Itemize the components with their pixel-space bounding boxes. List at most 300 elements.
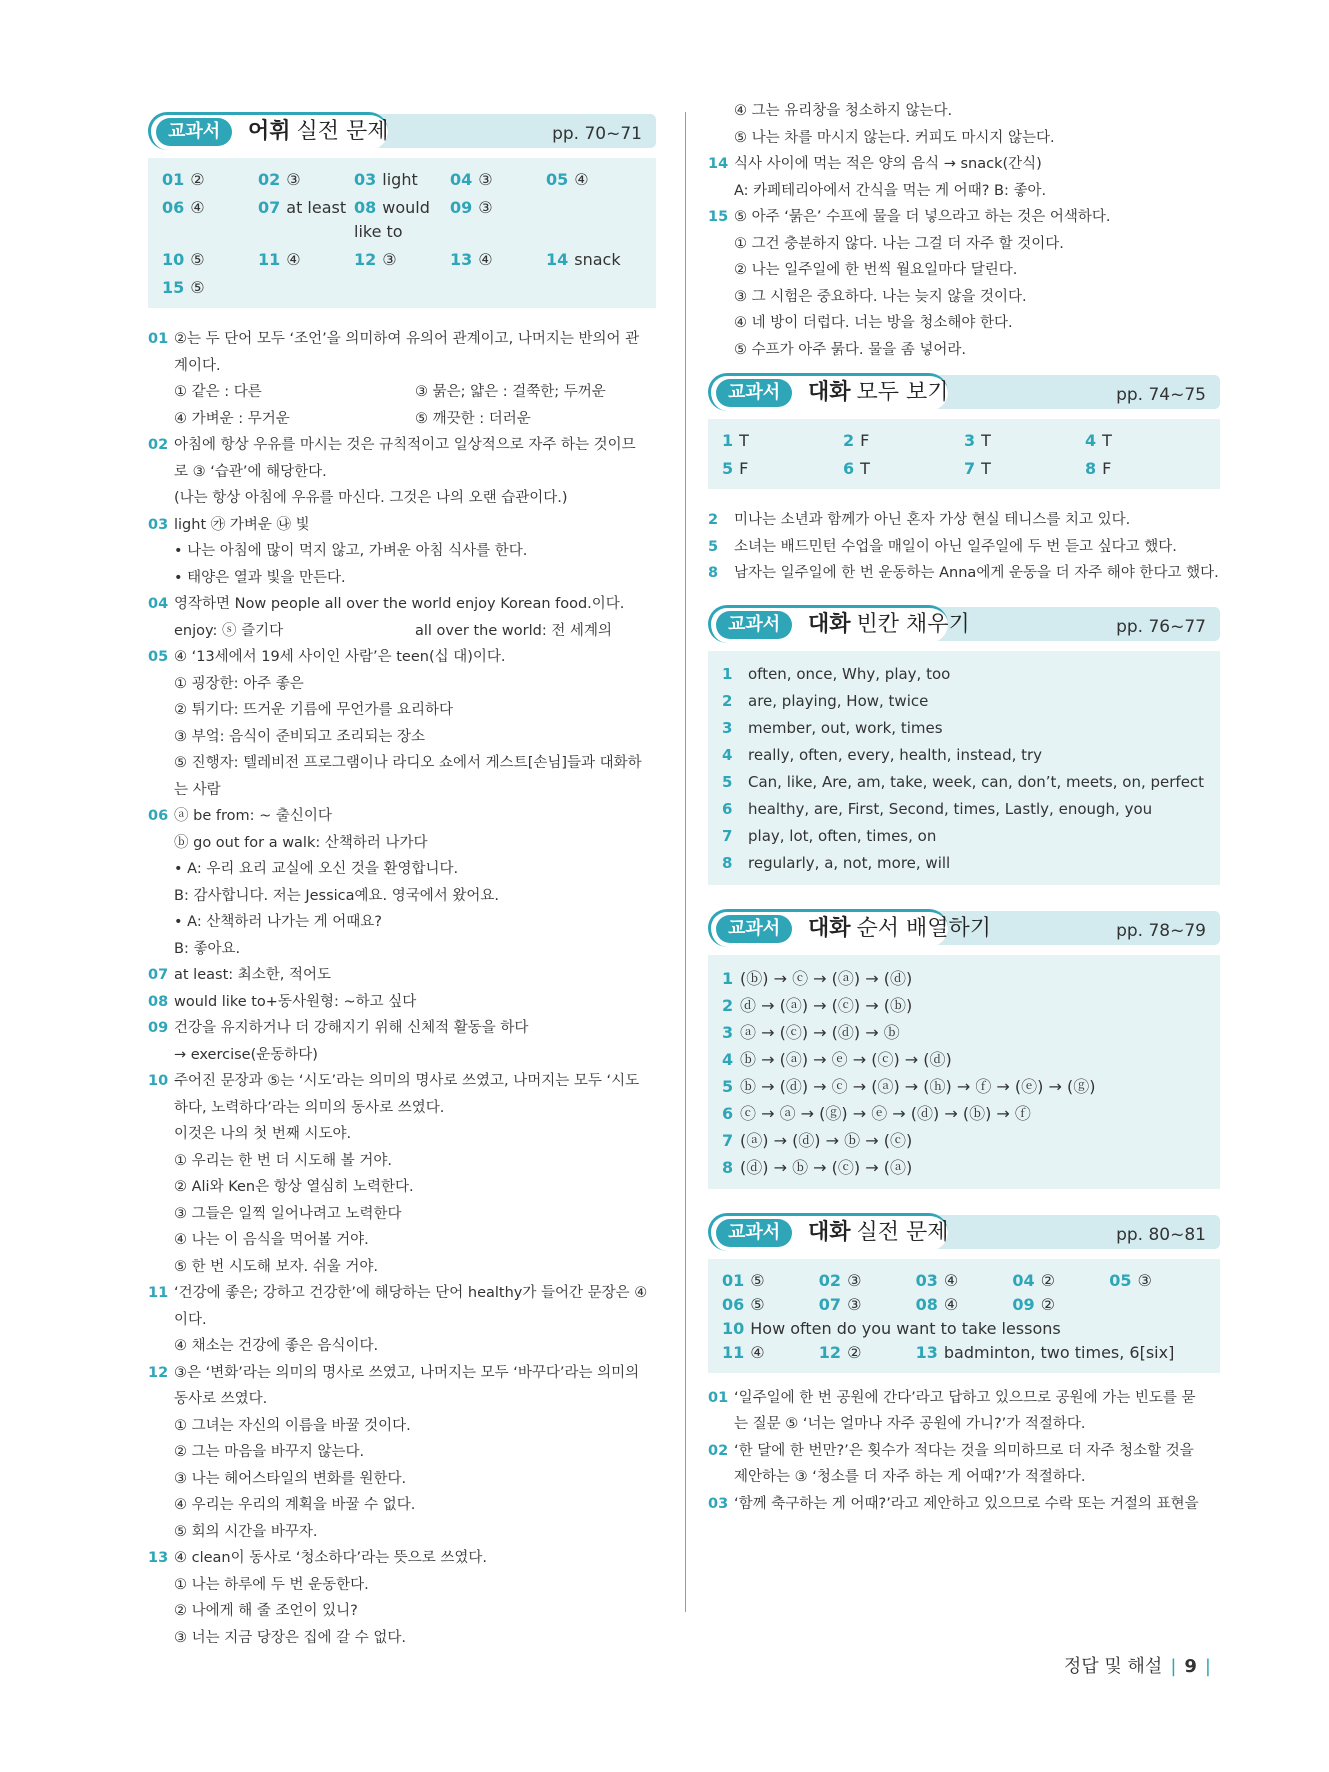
- item-number: [708, 257, 734, 284]
- page-range: pp. 80~81: [1116, 1224, 1206, 1245]
- answer-number: 08: [354, 198, 377, 217]
- answer-value: ④: [190, 198, 205, 217]
- answer-number: 14: [546, 250, 569, 269]
- list-item: [708, 231, 1220, 258]
- item-number: 06: [148, 808, 169, 824]
- list-item: [148, 1413, 656, 1440]
- answer-cell: [546, 196, 642, 244]
- item-number: [148, 459, 174, 486]
- answer-number: 03: [915, 1270, 938, 1290]
- answer-value: T: [981, 431, 991, 450]
- item-text: ‘일주일에 한 번 공원에 간다’라고 답하고 있으므로 공원에 가는 빈도를 묻: [734, 1389, 1196, 1406]
- list-item: [148, 512, 656, 539]
- list-item: [148, 1307, 656, 1334]
- answer-cell: [916, 1293, 1013, 1317]
- answer-row: [722, 1317, 1206, 1341]
- item-text: Can, like, Are, am, take, week, can, don’t, meets, on, perfect: [748, 772, 1205, 791]
- item-text: • A: 산책하러 나가는 게 어때요?: [174, 914, 382, 930]
- item-number: 4: [722, 745, 733, 764]
- answer-number: 07: [258, 198, 281, 217]
- item-number: [148, 1095, 174, 1122]
- item-text: often, once, Why, play, too: [748, 664, 951, 683]
- list-item: [148, 883, 656, 910]
- section-title: 어휘 실전 문제: [248, 119, 389, 144]
- answer-value: ③: [286, 170, 301, 189]
- item-number: 13: [148, 1550, 169, 1566]
- answer-number: 02: [258, 170, 281, 189]
- item-number: [708, 125, 734, 152]
- answer-cell: [843, 429, 964, 453]
- list-item: [708, 204, 1220, 231]
- item-text: ① 우리는 한 번 더 시도해 볼 거야.: [174, 1152, 392, 1169]
- answer-number: 8: [1085, 459, 1097, 478]
- list-item: [708, 1491, 1220, 1518]
- list-item: [148, 432, 656, 459]
- section-title: 대화 빈칸 채우기: [808, 611, 970, 637]
- answer-number: 13: [450, 250, 473, 269]
- list-item: [722, 661, 1206, 688]
- answer-value: ④: [574, 170, 589, 189]
- item-number: 01: [708, 1389, 729, 1406]
- item-text: ⓐ → (ⓒ) → (ⓓ) → ⓑ: [740, 1022, 900, 1042]
- item-number: 3: [722, 1022, 734, 1042]
- item-number: [148, 1333, 174, 1360]
- item-text: ‘함께 축구하는 게 어때?’라고 제안하고 있으므로 수락 또는 거절의 표현을: [734, 1495, 1199, 1512]
- answer-value: ⑤: [190, 250, 205, 269]
- list-item: [708, 257, 1220, 284]
- list-item: [708, 1438, 1220, 1465]
- item-number: 7: [722, 1130, 734, 1150]
- answer-cell: [354, 196, 450, 244]
- item-number: 14: [708, 156, 729, 172]
- answer-value: ③: [478, 170, 493, 189]
- item-number: [148, 777, 174, 804]
- item-number: [148, 1227, 174, 1254]
- list-item: [722, 1100, 1206, 1127]
- item-number: 2: [722, 995, 734, 1015]
- answer-value: F: [739, 459, 749, 478]
- list-item: [708, 310, 1220, 337]
- answer-cell: [722, 1341, 819, 1365]
- section-title: 대화 실전 문제: [808, 1219, 949, 1245]
- answer-value: snack: [574, 250, 621, 269]
- answer-cell: [722, 457, 843, 481]
- item-text: • 나는 아침에 많이 먹지 않고, 가벼운 아침 식사를 한다.: [174, 543, 528, 559]
- item-number: 02: [148, 437, 169, 453]
- item-text: ② 나는 일주일에 한 번씩 월요일마다 달린다.: [734, 262, 1018, 278]
- item-text: 남자는 일주일에 한 번 운동하는 Anna에게 운동을 더 자주 해야 한다고 했다.: [734, 565, 1219, 581]
- item-number: 07: [148, 967, 169, 983]
- item-text: ③ 부엌: 음식이 준비되고 조리되는 장소: [174, 728, 426, 745]
- list-item: [708, 534, 1220, 561]
- list-item: [722, 1019, 1206, 1046]
- item-number: [148, 1121, 174, 1148]
- answer-box: [148, 158, 656, 308]
- item-text: ① 굉장한: 아주 좋은: [174, 675, 304, 692]
- answer-value: T: [860, 459, 870, 478]
- answer-cell: [354, 248, 450, 272]
- list-item: [722, 1127, 1206, 1154]
- item-text: ④ 나는 이 음식을 먹어볼 거야.: [174, 1232, 369, 1248]
- list-item: [722, 688, 1206, 715]
- item-text: ② 나에게 해 줄 조언이 있니?: [174, 1603, 358, 1619]
- answer-cell: 10 How often do you want to take lessons: [722, 1318, 1061, 1338]
- item-text: B: 좋아요.: [174, 940, 241, 957]
- item-text: 동사로 쓰였다.: [174, 1391, 268, 1407]
- list-item: [148, 353, 656, 380]
- list-item: [148, 485, 656, 512]
- answer-number: 07: [818, 1294, 842, 1314]
- answer-cell: [722, 429, 843, 453]
- answer-value: would like to: [354, 198, 430, 241]
- item-text: ③ 나는 헤어스타일의 변화를 원한다.: [174, 1470, 407, 1487]
- answer-number: 01: [162, 170, 185, 189]
- answer-number: 04: [1012, 1270, 1035, 1290]
- answer-value: ④: [750, 1342, 765, 1362]
- item-text: ③은 ‘변화’라는 의미의 명사로 쓰였고, 나머지는 모두 ‘바꾸다’라는 의미의: [174, 1364, 640, 1381]
- item-number: [708, 98, 734, 125]
- item-number: [148, 856, 174, 883]
- item-number: [708, 178, 734, 205]
- item-number: 08: [148, 993, 169, 1010]
- list-item: [148, 591, 656, 618]
- item-number: [148, 697, 174, 724]
- item-number: 5: [722, 772, 733, 791]
- item-number: [148, 1148, 174, 1175]
- item-number: [148, 883, 174, 910]
- page-range: pp. 74~75: [1116, 385, 1206, 405]
- item-number: [148, 353, 174, 380]
- answer-value: ③: [382, 250, 397, 269]
- page-range: pp. 76~77: [1116, 616, 1206, 637]
- list-item: [722, 796, 1206, 823]
- footer-divider: |: [1204, 1656, 1211, 1677]
- item-text: 주어진 문장과 ⑤는 ‘시도’라는 의미의 명사로 쓰였고, 나머지는 모두 ‘시도: [174, 1073, 640, 1089]
- list-item: [148, 1042, 656, 1069]
- list-item: [708, 560, 1220, 587]
- section-title: 대화 모두 보기: [808, 380, 949, 405]
- answer-cell: [964, 457, 1085, 481]
- answer-value: ③: [847, 1294, 862, 1314]
- list-item: [148, 1625, 656, 1652]
- item-number: [148, 724, 174, 751]
- right-column: [708, 103, 1220, 1517]
- item-text: ⓓ → (ⓐ) → (ⓒ) → (ⓑ): [740, 995, 913, 1015]
- item-number: [148, 485, 174, 512]
- answer-number: 13: [915, 1342, 938, 1362]
- answer-value: ②: [1040, 1270, 1055, 1290]
- pair-right: all over the world: 전 세계의: [415, 622, 612, 639]
- list-item: [148, 856, 656, 883]
- answer-value: F: [860, 431, 870, 450]
- item-number: [148, 1042, 174, 1069]
- explanation-list: [708, 507, 1220, 587]
- list-item: [722, 850, 1206, 877]
- answer-value: ③: [1137, 1270, 1152, 1290]
- item-text: ④ 그는 유리창을 청소하지 않는다.: [734, 103, 953, 119]
- answer-cell: [819, 1269, 916, 1293]
- pair-right: ③ 묽은; 얇은 : 걸쭉한; 두꺼운: [415, 384, 606, 400]
- answer-number: 1: [722, 431, 734, 450]
- list-item: [148, 1280, 656, 1307]
- list-item: [148, 962, 656, 989]
- answer-number: 09: [1012, 1294, 1035, 1314]
- item-text: 계이다.: [174, 357, 221, 374]
- answer-cell: [1012, 1293, 1109, 1317]
- textbook-badge: 교과서: [716, 915, 792, 943]
- item-number: 8: [708, 565, 719, 581]
- item-number: [148, 1598, 174, 1625]
- item-number: 03: [708, 1495, 729, 1512]
- item-number: [708, 284, 734, 311]
- list-item: [148, 697, 656, 724]
- section-header-vocab: [148, 112, 656, 152]
- answer-cell: [722, 1293, 819, 1317]
- list-item: [148, 724, 656, 751]
- answer-cell: [450, 248, 546, 272]
- item-text: ‘한 달에 한 번만?’은 횟수가 적다는 것을 의미하므로 더 자주 청소할 것을: [734, 1442, 1194, 1459]
- item-number: 11: [148, 1285, 169, 1301]
- list-item: [148, 1439, 656, 1466]
- item-number: [708, 231, 734, 258]
- answer-cell: [1085, 429, 1206, 453]
- item-number: 09: [148, 1020, 169, 1036]
- item-text: → exercise(운동하다): [174, 1046, 318, 1063]
- section-header-fill-blanks: [708, 605, 1220, 645]
- answer-cell: [1012, 1269, 1109, 1293]
- answer-value: badminton, two times, 6[six]: [943, 1342, 1175, 1362]
- item-number: 5: [722, 1076, 734, 1096]
- item-number: [148, 1254, 174, 1281]
- item-number: [148, 909, 174, 936]
- item-text: member, out, work, times: [748, 718, 943, 737]
- answer-number: 04: [450, 170, 473, 189]
- item-text: 건강을 유지하거나 더 강해지기 위해 신체적 활동을 하다: [174, 1020, 529, 1036]
- list-item: [148, 909, 656, 936]
- answer-cell: [722, 1269, 819, 1293]
- list-item: [148, 1333, 656, 1360]
- answer-cell: [162, 276, 258, 300]
- list-item: [722, 823, 1206, 850]
- item-text: ⓑ → (ⓐ) → ⓔ → (ⓒ) → (ⓓ): [740, 1049, 952, 1069]
- item-number: [148, 671, 174, 698]
- list-item: [148, 1572, 656, 1599]
- item-text: at least: 최소한, 적어도: [174, 967, 332, 983]
- item-number: 04: [148, 596, 169, 612]
- answer-value: T: [981, 459, 991, 478]
- list-item: [708, 1411, 1220, 1438]
- item-text: are, playing, How, twice: [748, 691, 929, 710]
- item-number: 01: [148, 331, 169, 347]
- answer-cell: [162, 168, 258, 192]
- item-number: [148, 1413, 174, 1440]
- footer-label: 정답 및 해설: [1063, 1656, 1163, 1677]
- item-number: [148, 538, 174, 565]
- list-item: [148, 936, 656, 963]
- item-text: ⑤ 회의 시간을 바꾸자.: [174, 1523, 318, 1540]
- item-text: A: 카페테리아에서 간식을 먹는 게 어때? B: 좋아.: [734, 182, 1047, 199]
- page-range: pp. 78~79: [1116, 920, 1206, 941]
- list-item: [708, 1464, 1220, 1491]
- list-item: [708, 1385, 1220, 1412]
- answer-number: 6: [843, 459, 855, 478]
- answer-number: 15: [162, 278, 185, 297]
- item-text: 는 질문 ⑤ ‘너는 얼마나 자주 공원에 가니?’가 적절하다.: [734, 1416, 1086, 1432]
- list-item: [148, 1466, 656, 1493]
- answer-value: ④: [943, 1294, 959, 1314]
- answer-cell: [258, 168, 354, 192]
- list-item: [148, 1201, 656, 1228]
- list-item: [148, 830, 656, 857]
- item-text: ⑤ 진행자: 텔레비전 프로그램이나 라디오 쇼에서 게스트[손님]들과 대화하: [174, 755, 642, 771]
- item-number: 6: [722, 1103, 734, 1123]
- answer-list: [722, 965, 1206, 1181]
- item-number: [708, 1411, 734, 1438]
- answer-list: [722, 661, 1206, 877]
- item-text: ⓑ → (ⓓ) → ⓒ → (ⓐ) → (ⓗ) → ⓕ → (ⓔ) → (ⓖ): [740, 1076, 1096, 1096]
- list-item: [148, 1254, 656, 1281]
- answer-cell: [546, 168, 642, 192]
- answer-value: T: [739, 431, 749, 450]
- answer-value: ②: [847, 1342, 862, 1362]
- list-item: [148, 1386, 656, 1413]
- answer-value: at least: [286, 198, 347, 217]
- item-text: ⓒ → ⓐ → (ⓖ) → ⓔ → (ⓓ) → (ⓑ) → ⓕ: [740, 1103, 1031, 1123]
- answer-value: light: [382, 170, 418, 189]
- list-item: [148, 671, 656, 698]
- item-text: ③ 너는 지금 당장은 집에 갈 수 없다.: [174, 1629, 406, 1646]
- answer-number: 11: [722, 1342, 745, 1362]
- item-number: [148, 1572, 174, 1599]
- textbook-badge: 교과서: [156, 118, 232, 146]
- item-number: 4: [722, 1049, 734, 1069]
- answer-number: 10: [162, 250, 185, 269]
- item-number: [148, 1201, 174, 1228]
- answer-value: ④: [478, 250, 493, 269]
- answer-number: 12: [818, 1342, 842, 1362]
- list-item: [148, 1015, 656, 1042]
- item-text: (ⓑ) → ⓒ → (ⓐ) → (ⓓ): [740, 968, 913, 988]
- item-text: 이것은 나의 첫 번째 시도야.: [174, 1126, 352, 1142]
- item-text: ④ 채소는 건강에 좋은 음식이다.: [174, 1338, 379, 1354]
- list-item: [148, 538, 656, 565]
- list-item: [148, 1519, 656, 1546]
- answer-box: [708, 651, 1220, 885]
- item-number: [148, 750, 174, 777]
- list-item: [722, 1154, 1206, 1181]
- answer-row: [722, 1269, 1206, 1293]
- item-text: ② 튀기다: 뜨거운 기름에 무언가를 요리하다: [174, 702, 454, 718]
- page-range: pp. 70~71: [552, 124, 642, 144]
- list-item: [708, 284, 1220, 311]
- answer-number: 4: [1085, 431, 1097, 450]
- list-item: [148, 1095, 656, 1122]
- item-text: 제안하는 ③ ‘청소를 더 자주 하는 게 어때?’가 적절하다.: [734, 1469, 1086, 1485]
- section-title: 대화 순서 배열하기: [808, 915, 992, 941]
- answer-value: ④: [943, 1270, 959, 1290]
- answer-value: ③: [478, 198, 493, 217]
- paired-line: [148, 379, 656, 406]
- pair-left: ① 같은 : 다른: [174, 384, 262, 400]
- item-text: 식사 사이에 먹는 적은 양의 음식 → snack(간식): [734, 156, 1042, 172]
- item-text: ⑤ 수프가 아주 묽다. 물을 좀 넣어라.: [734, 341, 966, 358]
- item-text: light ㉮ 가벼운 ㉯ 빛: [174, 516, 310, 533]
- list-item: [148, 1598, 656, 1625]
- list-item: [708, 98, 1220, 125]
- item-text: ⑤ 나는 차를 마시지 않는다. 커피도 마시지 않는다.: [734, 129, 1055, 146]
- footer-divider: |: [1170, 1656, 1177, 1677]
- list-item: [148, 1360, 656, 1387]
- item-text: • 태양은 열과 빛을 만든다.: [174, 569, 346, 586]
- item-number: [148, 1519, 174, 1546]
- list-item: [722, 769, 1206, 796]
- item-text: (ⓐ) → (ⓓ) → ⓑ → (ⓒ): [740, 1130, 913, 1150]
- item-number: 8: [722, 853, 733, 872]
- item-text: ⓐ be from: ~ 출신이다: [174, 808, 332, 824]
- item-number: 8: [722, 1157, 734, 1177]
- answer-box: [708, 955, 1220, 1189]
- item-text: (나는 항상 아침에 우유를 마신다. 그것은 나의 오랜 습관이다.): [174, 490, 568, 506]
- textbook-badge: 교과서: [716, 379, 792, 407]
- item-text: ④ clean이 동사로 ‘청소하다’라는 뜻으로 쓰였다.: [174, 1550, 487, 1566]
- list-item: [722, 742, 1206, 769]
- item-text: ②는 두 단어 모두 ‘조언’을 의미하여 유의어 관계이고, 나머지는 반의어 관: [174, 331, 640, 347]
- list-item: [148, 565, 656, 592]
- answer-cell: [843, 457, 964, 481]
- item-number: 10: [148, 1073, 169, 1089]
- list-item: [722, 715, 1206, 742]
- item-text: regularly, a, not, more, will: [748, 853, 951, 872]
- item-number: 7: [722, 826, 733, 845]
- item-text: ⓑ go out for a walk: 산책하러 나가다: [174, 834, 428, 851]
- item-text: ‘건강에 좋은; 강하고 건강한’에 해당하는 단어 healthy가 들어간 문장은 ④: [174, 1285, 648, 1301]
- answer-cell: [964, 429, 1085, 453]
- item-number: 2: [722, 691, 733, 710]
- answer-value: ③: [847, 1270, 862, 1290]
- item-text: would like to+동사원형: ~하고 싶다: [174, 993, 417, 1010]
- answer-cell: [819, 1341, 916, 1365]
- item-text: 하다, 노력하다’라는 의미의 동사로 쓰였다.: [174, 1099, 445, 1116]
- item-text: ② 그는 마음을 바꾸지 않는다.: [174, 1444, 365, 1460]
- item-text: 는 사람: [174, 781, 221, 798]
- answer-number: 08: [915, 1294, 938, 1314]
- answer-cell: [1109, 1269, 1206, 1293]
- section-header-dialogue-overview: [708, 373, 1220, 413]
- textbook-badge: 교과서: [716, 611, 792, 639]
- item-number: 15: [708, 209, 729, 225]
- item-text: 아침에 항상 우유를 마시는 것은 규칙적이고 일상적으로 자주 하는 것이므: [174, 437, 636, 453]
- answer-value: ⑤: [750, 1270, 765, 1290]
- item-text: ⑤ 아주 ‘묽은’ 수프에 물을 더 넣으라고 하는 것은 어색하다.: [734, 209, 1111, 225]
- answer-cell: [916, 1341, 1206, 1365]
- answer-cell: [162, 196, 258, 244]
- answer-cell: [258, 248, 354, 272]
- item-text: play, lot, often, times, on: [748, 826, 937, 845]
- answer-number: 05: [546, 170, 569, 189]
- list-item: [148, 1174, 656, 1201]
- item-number: 3: [722, 718, 733, 737]
- pair-left: enjoy: ⓢ 즐기다: [174, 622, 284, 639]
- item-number: 05: [148, 649, 169, 665]
- item-text: 로 ③ ‘습관’에 해당한다.: [174, 463, 327, 480]
- item-number: 1: [722, 968, 734, 988]
- answer-row: [722, 1293, 1206, 1317]
- explanation-list: [708, 1385, 1220, 1518]
- answer-number: 3: [964, 431, 976, 450]
- item-text: really, often, every, health, instead, try: [748, 745, 1043, 764]
- list-item: [148, 1068, 656, 1095]
- item-number: [148, 1174, 174, 1201]
